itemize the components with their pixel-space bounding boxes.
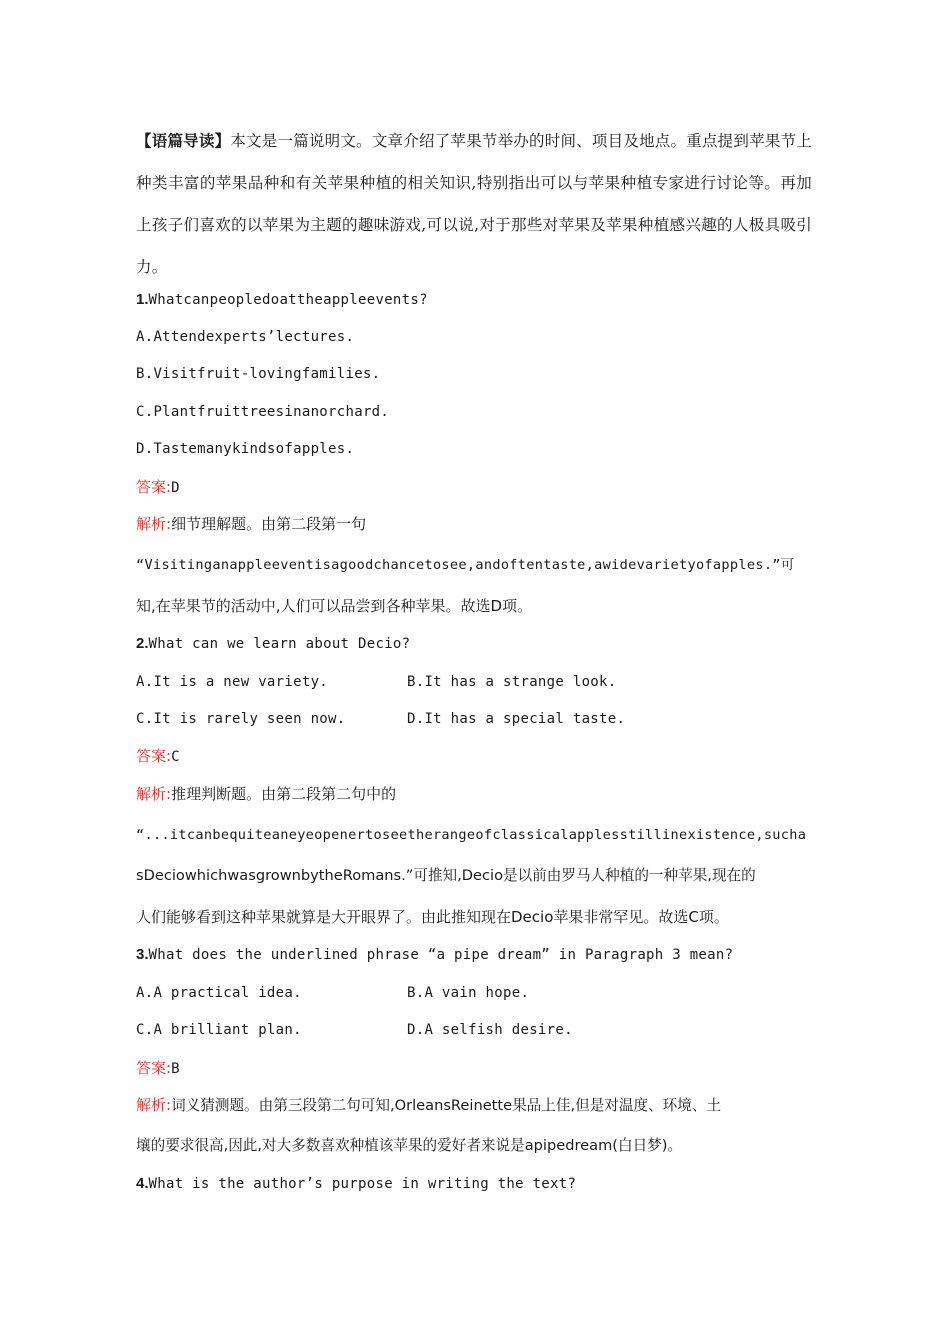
answer-value: D (171, 480, 180, 496)
question-3-option-d: D.A selfish desire. (407, 1022, 573, 1038)
answer-label: 答案: (136, 478, 172, 496)
question-2-analysis (136, 782, 396, 806)
question-3-answer (136, 1056, 180, 1080)
analysis-text: sDeciowhichwasgrownbytheRomans.”可推知,Decio是以前由罗马人种植的一种苹果,现在的 (136, 867, 756, 884)
question-1-option-a: A.Attendexperts’lectures. (136, 329, 355, 345)
analysis-text: 细节理解题。由第二段第一句 (171, 515, 367, 533)
question-1-answer (136, 475, 180, 499)
question-2-analysis-line-2: “...itcanbequiteaneyeopenertoseetherangeofclassicalapplesstillinexistence,sucha (136, 827, 807, 843)
question-4-text: What is the author’s purpose in writing the text? (148, 1176, 577, 1192)
question-3-number: 3. (136, 946, 149, 963)
question-2-answer (136, 744, 180, 768)
answer-label: 答案: (136, 1059, 172, 1077)
question-1-number: 1. (136, 291, 149, 308)
question-1-text: Whatcanpeopledoattheappleevents? (148, 292, 428, 308)
answer-value: C (171, 749, 180, 765)
reading-guide-paragraph (136, 120, 812, 288)
question-3-option-a: A.A practical idea. (136, 985, 302, 1001)
question-3-analysis (136, 1093, 721, 1117)
reading-guide-tag: 【语篇导读】 (136, 131, 231, 150)
question-2-analysis-line-4: 人们能够看到这种苹果就算是大开眼界了。由此推知现在Decio苹果非常罕见。故选C项。 (136, 908, 729, 926)
question-1-analysis (136, 512, 366, 536)
question-2-option-c: C.It is rarely seen now. (136, 711, 346, 727)
question-2-number: 2. (136, 635, 149, 652)
analysis-label: 解析: (136, 1096, 172, 1114)
question-3-option-c: C.A brilliant plan. (136, 1022, 302, 1038)
analysis-text: 推理判断题。由第二段第二句中的 (171, 785, 397, 803)
question-3-text: What does the underlined phrase “a pipe dream” in Paragraph 3 mean? (148, 947, 734, 963)
question-3-option-b: B.A vain hope. (407, 985, 530, 1001)
question-2 (136, 632, 410, 656)
question-1 (136, 288, 428, 312)
answer-value: B (171, 1061, 180, 1077)
analysis-text: 词义猜测题。由第三段第二句可知,OrleansReinette果品上佳,但是对温度、环境、土 (171, 1097, 722, 1114)
question-2-text: What can we learn about Decio? (148, 636, 411, 652)
question-1-option-b: B.Visitfruit-lovingfamilies. (136, 366, 381, 382)
question-4-number: 4. (136, 1175, 149, 1192)
reading-guide-text: 本文是一篇说明文。文章介绍了苹果节举办的时间、项目及地点。重点提到苹果节上种类丰富的苹果品种和有关苹果种植的相关知识,特别指出可以与苹果种植专家进行讨论等。再加上孩子们喜欢的以苹果为主题的趣味游戏,可以说,对于那些对苹果及苹果种植感兴趣的人极具吸引力。 (136, 132, 812, 276)
question-2-option-a: A.It is a new variety. (136, 674, 329, 690)
question-1-option-d: D.Tastemanykindsofapples. (136, 441, 355, 457)
question-1-option-c: C.Plantfruittreesinanorchard. (136, 404, 390, 420)
question-2-option-b: B.It has a strange look. (407, 674, 617, 690)
question-3 (136, 943, 733, 967)
analysis-label: 解析: (136, 785, 172, 803)
question-1-analysis-line-3: 知,在苹果节的活动中,人们可以品尝到各种苹果。故选D项。 (136, 597, 533, 615)
question-4 (136, 1172, 576, 1196)
question-3-analysis-line-2: 壤的要求很高,因此,对大多数喜欢种植该苹果的爱好者来说是apipedream(白日梦)。 (136, 1137, 683, 1154)
analysis-label: 解析: (136, 515, 172, 533)
answer-label: 答案: (136, 747, 172, 765)
question-2-analysis-line-3 (136, 864, 756, 888)
question-1-analysis-line-2: “Visitinganappleeventisagoodchancetosee,andoftentaste,awidevarietyofapples.”可 (136, 557, 795, 573)
question-2-option-d: D.It has a special taste. (407, 711, 626, 727)
